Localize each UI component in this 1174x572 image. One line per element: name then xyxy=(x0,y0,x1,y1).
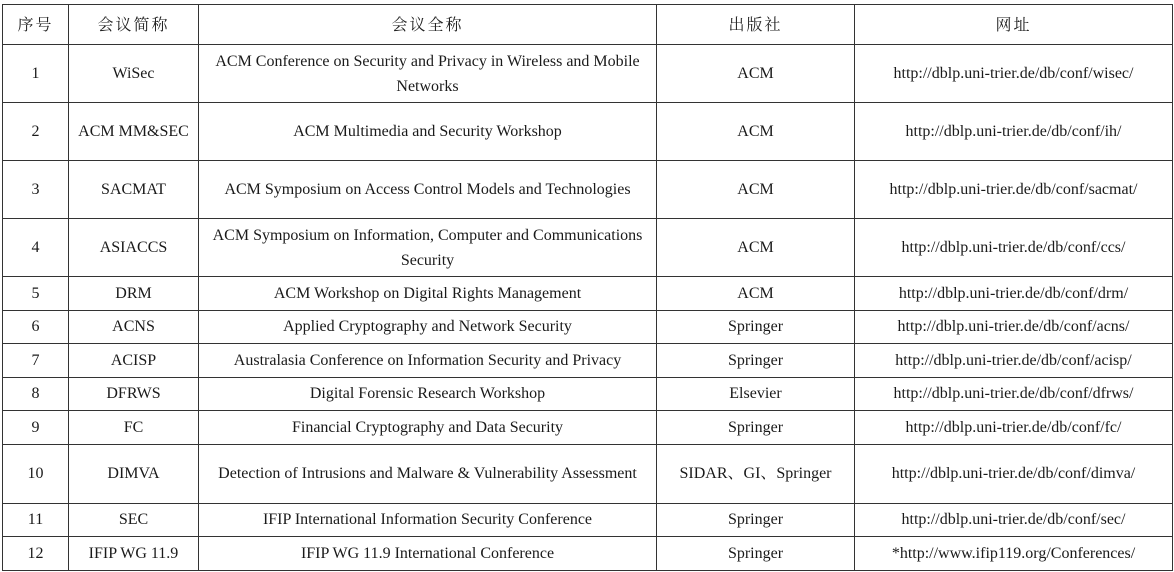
cell-url: http://dblp.uni-trier.de/db/conf/sacmat/ xyxy=(855,161,1173,219)
cell-abbr: DRM xyxy=(69,277,199,311)
cell-abbr: SACMAT xyxy=(69,161,199,219)
cell-no: 9 xyxy=(3,411,69,445)
cell-publisher: Springer xyxy=(657,503,855,537)
cell-full-name: Applied Cryptography and Network Security xyxy=(199,310,657,344)
cell-no: 2 xyxy=(3,103,69,161)
cell-url: *http://www.ifip119.org/Conferences/ xyxy=(855,537,1173,571)
cell-publisher: Springer xyxy=(657,310,855,344)
header-abbr: 会议简称 xyxy=(69,5,199,45)
cell-publisher: Springer xyxy=(657,344,855,378)
table-row xyxy=(3,411,1173,445)
cell-abbr: ASIACCS xyxy=(69,219,199,277)
cell-url: http://dblp.uni-trier.de/db/conf/fc/ xyxy=(855,411,1173,445)
cell-no: 6 xyxy=(3,310,69,344)
cell-publisher: ACM xyxy=(657,219,855,277)
table-row xyxy=(3,103,1173,161)
cell-url: http://dblp.uni-trier.de/db/conf/acns/ xyxy=(855,310,1173,344)
cell-abbr: DIMVA xyxy=(69,444,199,503)
table-row xyxy=(3,161,1173,219)
table-row xyxy=(3,377,1173,411)
cell-full-name: ACM Symposium on Access Control Models and Technologies xyxy=(199,161,657,219)
cell-url: http://dblp.uni-trier.de/db/conf/dimva/ xyxy=(855,444,1173,503)
cell-abbr: SEC xyxy=(69,503,199,537)
cell-url: http://dblp.uni-trier.de/db/conf/sec/ xyxy=(855,503,1173,537)
cell-no: 11 xyxy=(3,503,69,537)
cell-url: http://dblp.uni-trier.de/db/conf/wisec/ xyxy=(855,45,1173,103)
table-row xyxy=(3,45,1173,103)
cell-publisher: Elsevier xyxy=(657,377,855,411)
cell-no: 3 xyxy=(3,161,69,219)
cell-full-name: ACM Symposium on Information, Computer and Communications Security xyxy=(199,219,657,277)
cell-abbr: IFIP WG 11.9 xyxy=(69,537,199,571)
table-row xyxy=(3,310,1173,344)
cell-abbr: ACISP xyxy=(69,344,199,378)
cell-full-name: ACM Conference on Security and Privacy in Wireless and Mobile Networks xyxy=(199,45,657,103)
cell-no: 7 xyxy=(3,344,69,378)
cell-full-name: ACM Multimedia and Security Workshop xyxy=(199,103,657,161)
cell-full-name: IFIP International Information Security Conference xyxy=(199,503,657,537)
header-publisher: 出版社 xyxy=(657,5,855,45)
cell-no: 5 xyxy=(3,277,69,311)
cell-abbr: FC xyxy=(69,411,199,445)
cell-url: http://dblp.uni-trier.de/db/conf/ccs/ xyxy=(855,219,1173,277)
header-url: 网址 xyxy=(855,5,1173,45)
cell-no: 10 xyxy=(3,444,69,503)
cell-abbr: DFRWS xyxy=(69,377,199,411)
cell-no: 12 xyxy=(3,537,69,571)
cell-publisher: Springer xyxy=(657,411,855,445)
table-row xyxy=(3,444,1173,503)
cell-url: http://dblp.uni-trier.de/db/conf/dfrws/ xyxy=(855,377,1173,411)
table-row xyxy=(3,344,1173,378)
cell-abbr: WiSec xyxy=(69,45,199,103)
cell-full-name: Financial Cryptography and Data Security xyxy=(199,411,657,445)
cell-publisher: SIDAR、GI、Springer xyxy=(657,444,855,503)
cell-full-name: IFIP WG 11.9 International Conference xyxy=(199,537,657,571)
cell-abbr: ACM MM&SEC xyxy=(69,103,199,161)
cell-publisher: ACM xyxy=(657,161,855,219)
cell-full-name: ACM Workshop on Digital Rights Management xyxy=(199,277,657,311)
cell-publisher: Springer xyxy=(657,537,855,571)
cell-abbr: ACNS xyxy=(69,310,199,344)
header-full-name: 会议全称 xyxy=(199,5,657,45)
table-row xyxy=(3,537,1173,571)
cell-publisher: ACM xyxy=(657,45,855,103)
cell-full-name: Detection of Intrusions and Malware & Vulnerability Assessment xyxy=(199,444,657,503)
cell-no: 4 xyxy=(3,219,69,277)
cell-full-name: Australasia Conference on Information Security and Privacy xyxy=(199,344,657,378)
cell-url: http://dblp.uni-trier.de/db/conf/ih/ xyxy=(855,103,1173,161)
header-no: 序号 xyxy=(3,5,69,45)
table-row xyxy=(3,277,1173,311)
header-row xyxy=(3,5,1173,45)
cell-url: http://dblp.uni-trier.de/db/conf/acisp/ xyxy=(855,344,1173,378)
cell-full-name: Digital Forensic Research Workshop xyxy=(199,377,657,411)
conference-table xyxy=(2,4,1173,571)
cell-url: http://dblp.uni-trier.de/db/conf/drm/ xyxy=(855,277,1173,311)
cell-publisher: ACM xyxy=(657,277,855,311)
cell-no: 1 xyxy=(3,45,69,103)
table-row xyxy=(3,503,1173,537)
table-row xyxy=(3,219,1173,277)
cell-no: 8 xyxy=(3,377,69,411)
cell-publisher: ACM xyxy=(657,103,855,161)
